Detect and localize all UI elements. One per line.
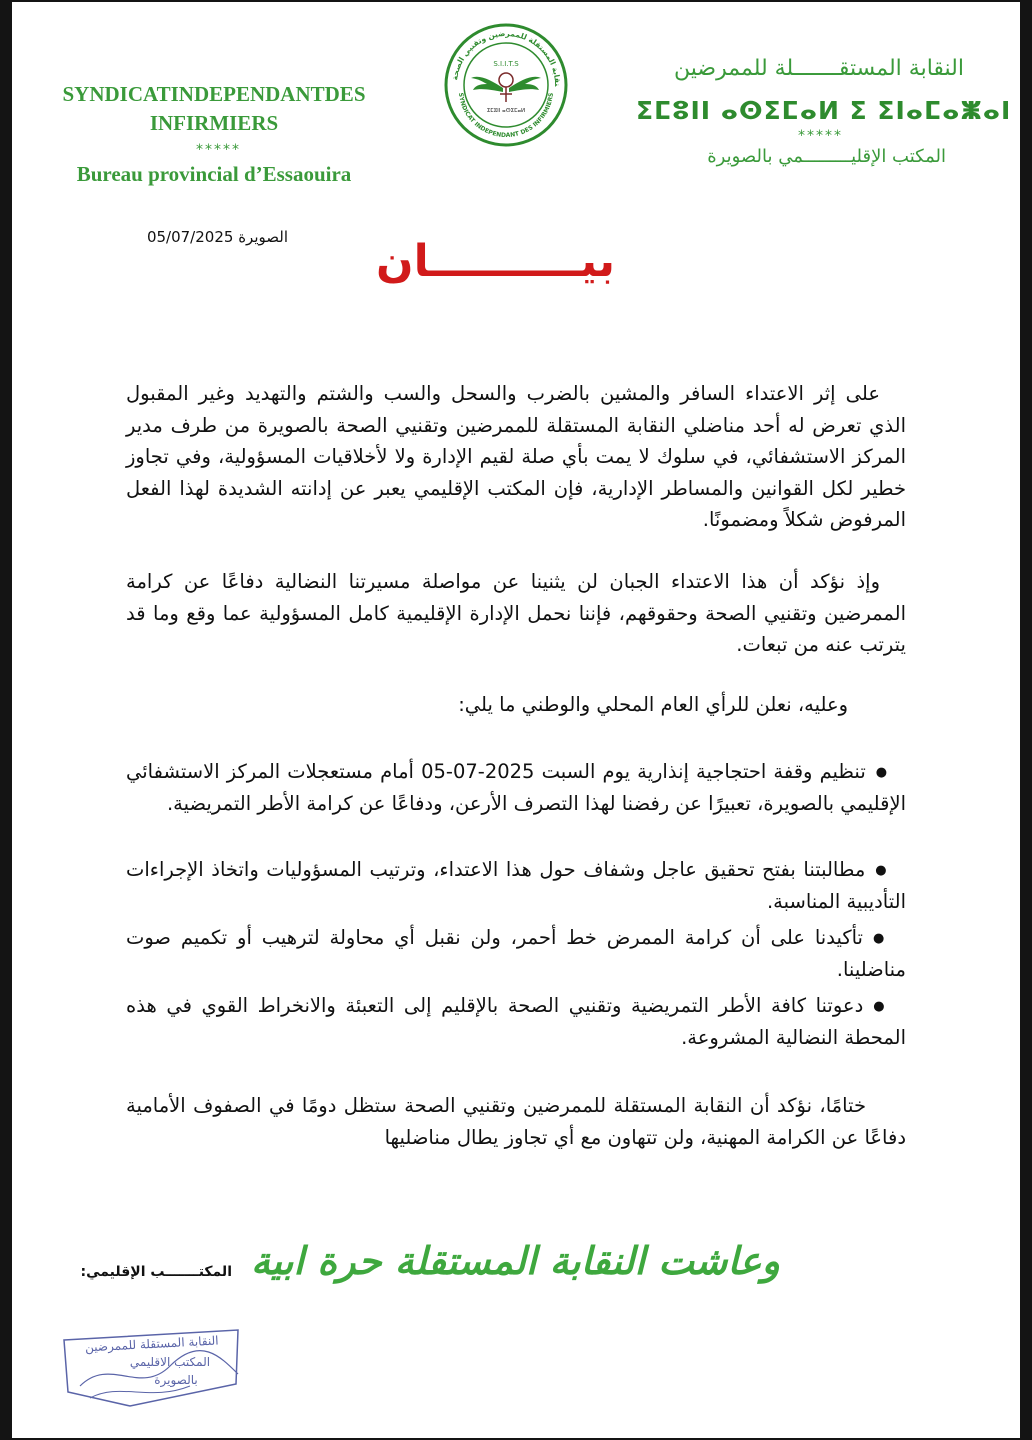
provincial-office-signature-label: المكتـــــــب الإقليمي: bbox=[80, 1264, 232, 1280]
ar-provincial-office: المكتب الإقليـــــــــمي بالصويرة bbox=[707, 146, 946, 167]
list-item-bullet-4: ● دعوتنا كافة الأطر التمريضية وتقنيي الصحة بالإقليم إلى التعبئة والانخراط القوي في هذه المحطة النضالية المشروعة. bbox=[126, 990, 906, 1054]
stamp-line-2: المكتب الاقليمي bbox=[129, 1355, 211, 1369]
seal-tifinagh: ⵉⵎⵓⵏⵏ ⴰⵙⵉⵎⴰⵍ bbox=[486, 108, 526, 114]
fr-stars: ***** bbox=[196, 142, 241, 158]
tifinagh-org-name: ⵉⵎⵓⵏⵏ ⴰⵙⵉⵎⴰⵍ ⵉ ⵉⵏⴰⵎⴰⵥⴰⵏ bbox=[636, 96, 1012, 125]
document-date: الصويرة 05/07/2025 bbox=[146, 228, 288, 246]
syndicate-seal-logo bbox=[443, 22, 569, 148]
document-title: بيــــــــــان bbox=[376, 236, 615, 287]
stamp-line-3: بالصويرة bbox=[154, 1373, 198, 1387]
fr-org-name-line2: INFIRMIERS bbox=[149, 111, 279, 135]
list-item-bullet-3: ● تأكيدنا على أن كرامة الممرض خط أحمر، ولن نقبل أي محاولة لترهيب أو تكميم صوت مناضلينا. bbox=[126, 922, 906, 986]
paragraph-announcement: وعليه، نعلن للرأي العام المحلي والوطني ما يلي: bbox=[458, 693, 848, 716]
closing-slogan: وعاشت النقابة المستقلة حرة ابية bbox=[250, 1238, 780, 1283]
ar-org-name: النقابة المستقـــــــلة للممرضين bbox=[674, 56, 964, 81]
list-item-bullet-2: ● مطالبتنا بفتح تحقيق عاجل وشفاف حول هذا الاعتداء، وترتيب المسؤوليات واتخاذ الإجراءات التأديبية المناسبة. bbox=[126, 854, 906, 918]
paragraph-closing: ختامًا، نؤكد أن النقابة المستقلة للممرضين وتقنيي الصحة ستظل دومًا في الصفوف الأمامية دفاعًا عن الكرامة المهنية، ولن تتهاون مع أي تجاوز يطال مناضليها bbox=[126, 1094, 906, 1149]
paragraph-intro: على إثر الاعتداء السافر والمشين بالضرب والسحل والسب والشتم والتهديد وغير المقبول الذي تعرض له أحد مناضلي النقابة المستقلة للممرضين وتقنيي الصحة بالصويرة من طرف مدير المركز الاستشفائي، في سلوك لا يمت بأي صلة لقيم الإدارة ولا لأخلاقيات المسؤولية، وفي تجاوز خطير لكل القوانين والمساطر الإدارية، فإن المكتب الإقليمي يعبر عن إدانته الشديدة لهذا الفعل المرفوض شكلاً ومضمونًا. bbox=[126, 382, 906, 531]
list-item-bullet-1: ● تنظيم وقفة احتجاجية إنذارية يوم السبت 2025-07-05 أمام مستعجلات المركز الاستشفائي الإقليمي بالصويرة، تعبيرًا عن رفضنا لهذا التصرف الأرعن، ودفاعًا عن كرامة الأطر التمريضية. bbox=[126, 756, 906, 820]
ar-stars: ***** bbox=[798, 128, 843, 144]
seal-acronym: S.I.I.T.S bbox=[493, 60, 519, 68]
stamp-line-1: النقابة المستقلة للممرضين bbox=[84, 1333, 219, 1355]
fr-org-name-line1: SYNDICATINDEPENDANTDES bbox=[62, 82, 366, 106]
provincial-office-stamp bbox=[60, 1326, 242, 1418]
svg-text:SYNDICAT INDEPENDANT DES INFIR: SYNDICAT INDEPENDANT DES INFIRMIERS bbox=[457, 92, 555, 140]
paragraph-affirmation: وإذ نؤكد أن هذا الاعتداء الجبان لن يثنينا عن مواصلة مسيرتنا النضالية دفاعًا عن كرامة الممرضين وتقنيي الصحة وحقوقهم، فإننا نحمل الإدارة الإقليمية كامل المسؤولية عما وقع وما قد يترتب عنه من تبعات. bbox=[126, 570, 906, 656]
svg-text:النقابة المستقلة للممرضين وتقن: نقابة المستقلة للممرضين وتقنيي الصحة bbox=[450, 28, 563, 87]
fr-bureau-name: Bureau provincial d’Essaouira bbox=[76, 162, 352, 186]
